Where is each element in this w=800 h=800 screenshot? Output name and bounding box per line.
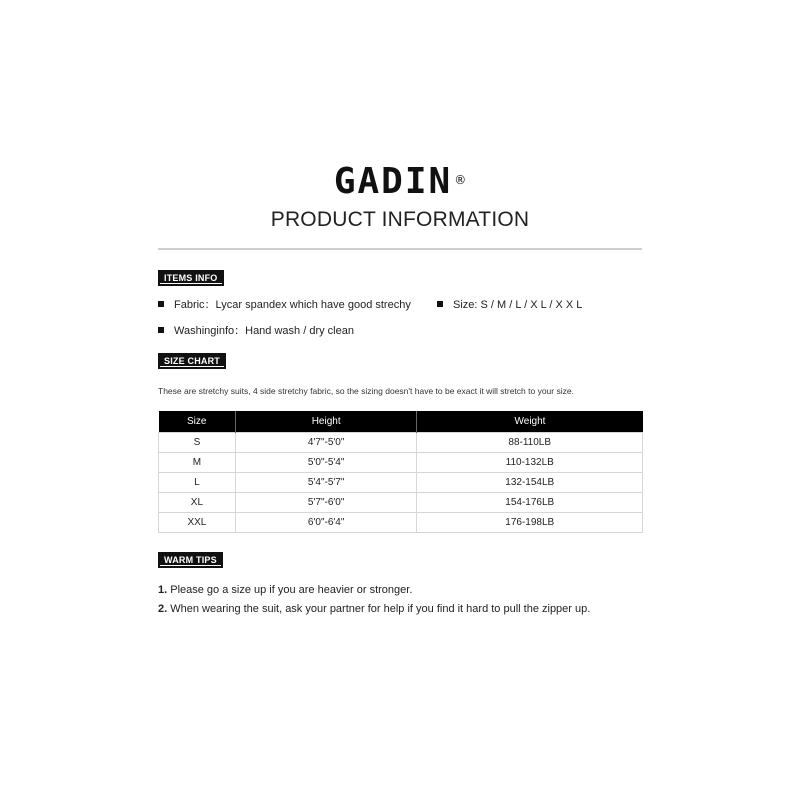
- bullet-square-icon: [158, 327, 164, 333]
- cell-height: 4'7"-5'0": [235, 433, 417, 453]
- size-text: Size: S / M / L / X L / X X L: [453, 299, 583, 311]
- items-info-label: ITEMS INFO: [158, 270, 224, 286]
- size-chart-label: SIZE CHART: [158, 353, 226, 369]
- cell-weight: 110-132LB: [417, 453, 643, 473]
- header-height: Height: [235, 411, 417, 433]
- table-header-row: [159, 411, 643, 433]
- fabric-item: [158, 298, 411, 312]
- cell-size: M: [159, 453, 236, 473]
- tip-number: 2.: [158, 603, 168, 615]
- cell-size: S: [159, 433, 236, 453]
- cell-height: 6'0"-6'4": [235, 513, 417, 533]
- cell-weight: 154-176LB: [417, 493, 643, 513]
- brand-logo: [0, 160, 800, 204]
- cell-height: 5'4"-5'7": [235, 473, 417, 493]
- bullet-square-icon: [437, 301, 443, 307]
- table-row: [159, 433, 643, 453]
- cell-size: L: [159, 473, 236, 493]
- tip-number: 1.: [158, 584, 168, 596]
- tip-item: [158, 584, 412, 596]
- header-size: Size: [159, 411, 236, 433]
- tip-text: Please go a size up if you are heavier or stronger.: [167, 584, 413, 596]
- brand-logo-text: GADIN: [333, 161, 453, 202]
- tip-item: [158, 603, 590, 615]
- tip-text: When wearing the suit, ask your partner for help if you find it hard to pull the zipper up.: [167, 603, 591, 615]
- cell-weight: 132-154LB: [417, 473, 643, 493]
- size-chart-intro: These are stretchy suits, 4 side stretchy fabric, so the sizing doesn't have to be exact it will stretch to your size.: [158, 386, 574, 396]
- size-chart-table: [158, 411, 643, 533]
- cell-size: XXL: [159, 513, 236, 533]
- page-title: PRODUCT INFORMATION: [270, 208, 530, 231]
- size-item: [437, 298, 582, 312]
- cell-height: 5'7"-6'0": [235, 493, 417, 513]
- table-row: [159, 473, 643, 493]
- washing-item: [158, 324, 354, 338]
- table-row: [159, 513, 643, 533]
- washing-text: Washinginfo：Hand wash / dry clean: [174, 325, 354, 337]
- bullet-square-icon: [158, 301, 164, 307]
- table-row: [159, 493, 643, 513]
- fabric-text: Fabric：Lycar spandex which have good strechy: [174, 299, 411, 311]
- warm-tips-label: WARM TIPS: [158, 552, 223, 568]
- registered-mark: ®: [454, 173, 467, 187]
- table-row: [159, 453, 643, 473]
- cell-weight: 176-198LB: [417, 513, 643, 533]
- cell-weight: 88-110LB: [417, 433, 643, 453]
- header-weight: Weight: [417, 411, 643, 433]
- cell-size: XL: [159, 493, 236, 513]
- cell-height: 5'0"-5'4": [235, 453, 417, 473]
- divider: [158, 248, 642, 250]
